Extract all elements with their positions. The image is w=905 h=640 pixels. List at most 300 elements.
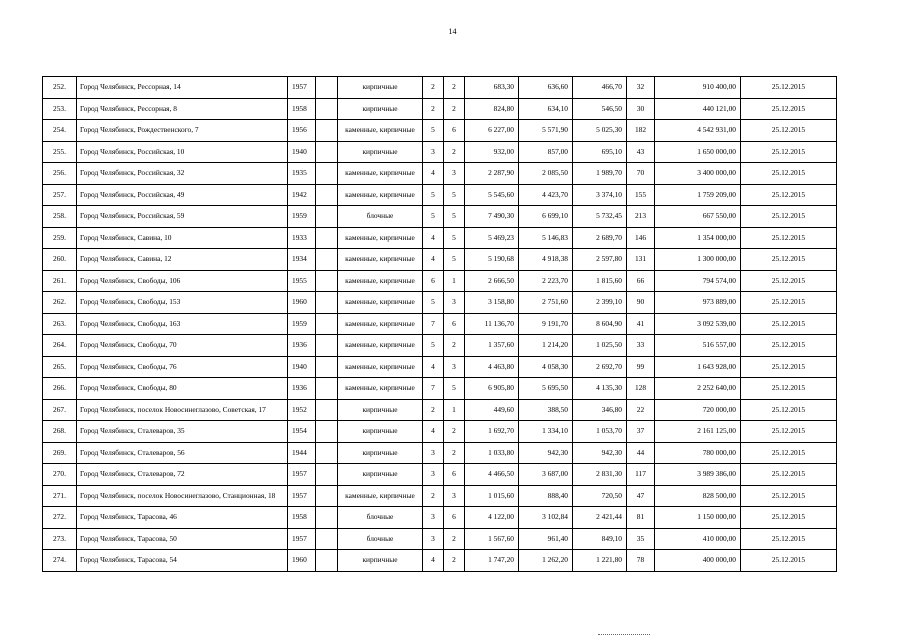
year-built-cell: 1957	[288, 485, 316, 507]
address-cell: Город Челябинск, Свободы, 153	[77, 292, 288, 314]
empty-cell	[316, 550, 338, 572]
row-number: 268.	[43, 421, 77, 443]
living-area-cell: 634,10	[519, 98, 573, 120]
address-cell: Город Челябинск, Сталеваров, 72	[77, 464, 288, 486]
cost-cell: 780 000,00	[655, 442, 741, 464]
year-built-cell: 1960	[288, 550, 316, 572]
row-number: 256.	[43, 163, 77, 185]
wall-material-cell: каменные, кирпичные	[338, 120, 423, 142]
wall-material-cell: кирпичные	[338, 399, 423, 421]
row-number: 261.	[43, 270, 77, 292]
residents-cell: 155	[627, 184, 655, 206]
entrances-cell: 6	[444, 507, 465, 529]
row-number: 257.	[43, 184, 77, 206]
living-area-cell: 857,00	[519, 141, 573, 163]
table-row	[43, 507, 837, 529]
address-cell: Город Челябинск, Свободы, 76	[77, 356, 288, 378]
wall-material-cell: блочные	[338, 507, 423, 529]
row-number: 273.	[43, 528, 77, 550]
address-cell: Город Челябинск, Тарасова, 46	[77, 507, 288, 529]
entrances-cell: 3	[444, 356, 465, 378]
cost-cell: 667 550,00	[655, 206, 741, 228]
table-row	[43, 528, 837, 550]
empty-cell	[316, 485, 338, 507]
year-built-cell: 1936	[288, 378, 316, 400]
total-area-cell: 6 227,00	[465, 120, 519, 142]
row-number: 252.	[43, 77, 77, 99]
floors-cell: 3	[423, 507, 444, 529]
residential-area-cell: 2 421,44	[573, 507, 627, 529]
table-row	[43, 485, 837, 507]
address-cell: Город Челябинск, Савина, 12	[77, 249, 288, 271]
living-area-cell: 4 058,30	[519, 356, 573, 378]
table-row	[43, 98, 837, 120]
empty-cell	[316, 292, 338, 314]
total-area-cell: 683,30	[465, 77, 519, 99]
residential-area-cell: 2 692,70	[573, 356, 627, 378]
year-built-cell: 1940	[288, 356, 316, 378]
empty-cell	[316, 313, 338, 335]
wall-material-cell: кирпичные	[338, 77, 423, 99]
row-number: 269.	[43, 442, 77, 464]
empty-cell	[316, 399, 338, 421]
entrances-cell: 2	[444, 442, 465, 464]
living-area-cell: 961,40	[519, 528, 573, 550]
cost-cell: 1 759 209,00	[655, 184, 741, 206]
table-body	[43, 77, 837, 572]
entrances-cell: 6	[444, 464, 465, 486]
date-cell: 25.12.2015	[741, 378, 837, 400]
total-area-cell: 5 545,60	[465, 184, 519, 206]
entrances-cell: 3	[444, 292, 465, 314]
wall-material-cell: блочные	[338, 206, 423, 228]
empty-cell	[316, 464, 338, 486]
date-cell: 25.12.2015	[741, 399, 837, 421]
row-number: 253.	[43, 98, 77, 120]
residents-cell: 90	[627, 292, 655, 314]
residents-cell: 33	[627, 335, 655, 357]
residents-cell: 35	[627, 528, 655, 550]
living-area-cell: 1 262,20	[519, 550, 573, 572]
entrances-cell: 2	[444, 528, 465, 550]
floors-cell: 3	[423, 442, 444, 464]
empty-cell	[316, 227, 338, 249]
year-built-cell: 1933	[288, 227, 316, 249]
date-cell: 25.12.2015	[741, 313, 837, 335]
address-cell: Город Челябинск, Сталеваров, 35	[77, 421, 288, 443]
residents-cell: 44	[627, 442, 655, 464]
cost-cell: 1 150 000,00	[655, 507, 741, 529]
residential-area-cell: 849,10	[573, 528, 627, 550]
entrances-cell: 5	[444, 206, 465, 228]
residential-area-cell: 1 815,60	[573, 270, 627, 292]
wall-material-cell: кирпичные	[338, 141, 423, 163]
table-row	[43, 184, 837, 206]
living-area-cell: 4 918,38	[519, 249, 573, 271]
floors-cell: 2	[423, 77, 444, 99]
row-number: 255.	[43, 141, 77, 163]
entrances-cell: 2	[444, 98, 465, 120]
address-cell: Город Челябинск, Рессорная, 14	[77, 77, 288, 99]
table-row	[43, 141, 837, 163]
floors-cell: 2	[423, 399, 444, 421]
table-row	[43, 550, 837, 572]
empty-cell	[316, 335, 338, 357]
total-area-cell: 3 158,80	[465, 292, 519, 314]
residents-cell: 81	[627, 507, 655, 529]
cost-cell: 516 557,00	[655, 335, 741, 357]
table-row	[43, 356, 837, 378]
total-area-cell: 4 466,50	[465, 464, 519, 486]
address-cell: Город Челябинск, Российская, 59	[77, 206, 288, 228]
total-area-cell: 7 490,30	[465, 206, 519, 228]
date-cell: 25.12.2015	[741, 98, 837, 120]
wall-material-cell: каменные, кирпичные	[338, 227, 423, 249]
empty-cell	[316, 249, 338, 271]
residents-cell: 41	[627, 313, 655, 335]
residents-cell: 30	[627, 98, 655, 120]
row-number: 264.	[43, 335, 77, 357]
empty-cell	[316, 421, 338, 443]
entrances-cell: 5	[444, 184, 465, 206]
empty-cell	[316, 98, 338, 120]
floors-cell: 4	[423, 421, 444, 443]
residents-cell: 32	[627, 77, 655, 99]
total-area-cell: 5 469,23	[465, 227, 519, 249]
residents-cell: 78	[627, 550, 655, 572]
total-area-cell: 449,60	[465, 399, 519, 421]
cost-cell: 3 400 000,00	[655, 163, 741, 185]
row-number: 260.	[43, 249, 77, 271]
cost-cell: 1 354 000,00	[655, 227, 741, 249]
table-row	[43, 442, 837, 464]
floors-cell: 3	[423, 141, 444, 163]
date-cell: 25.12.2015	[741, 163, 837, 185]
total-area-cell: 1 357,60	[465, 335, 519, 357]
residential-area-cell: 5 025,30	[573, 120, 627, 142]
scan-artifact-line	[598, 634, 650, 635]
address-cell: Город Челябинск, поселок Новосинеглазово, Советская, 17	[77, 399, 288, 421]
empty-cell	[316, 141, 338, 163]
row-number: 263.	[43, 313, 77, 335]
residential-area-cell: 4 135,30	[573, 378, 627, 400]
living-area-cell: 4 423,70	[519, 184, 573, 206]
floors-cell: 2	[423, 98, 444, 120]
total-area-cell: 6 905,80	[465, 378, 519, 400]
table-row	[43, 249, 837, 271]
table-row	[43, 227, 837, 249]
date-cell: 25.12.2015	[741, 206, 837, 228]
year-built-cell: 1944	[288, 442, 316, 464]
table-row	[43, 399, 837, 421]
row-number: 271.	[43, 485, 77, 507]
cost-cell: 2 161 125,00	[655, 421, 741, 443]
address-cell: Город Челябинск, Тарасова, 54	[77, 550, 288, 572]
wall-material-cell: каменные, кирпичные	[338, 270, 423, 292]
floors-cell: 5	[423, 120, 444, 142]
empty-cell	[316, 356, 338, 378]
address-cell: Город Челябинск, Свободы, 163	[77, 313, 288, 335]
total-area-cell: 2 287,90	[465, 163, 519, 185]
wall-material-cell: каменные, кирпичные	[338, 292, 423, 314]
residents-cell: 117	[627, 464, 655, 486]
row-number: 266.	[43, 378, 77, 400]
wall-material-cell: блочные	[338, 528, 423, 550]
empty-cell	[316, 270, 338, 292]
year-built-cell: 1958	[288, 507, 316, 529]
entrances-cell: 6	[444, 120, 465, 142]
cost-cell: 1 650 000,00	[655, 141, 741, 163]
cost-cell: 1 643 928,00	[655, 356, 741, 378]
entrances-cell: 3	[444, 485, 465, 507]
living-area-cell: 3 102,84	[519, 507, 573, 529]
date-cell: 25.12.2015	[741, 120, 837, 142]
address-cell: Город Челябинск, Рессорная, 8	[77, 98, 288, 120]
address-cell: Город Челябинск, поселок Новосинеглазово, Станционная, 18	[77, 485, 288, 507]
table-row	[43, 464, 837, 486]
residents-cell: 47	[627, 485, 655, 507]
year-built-cell: 1957	[288, 77, 316, 99]
address-cell: Город Челябинск, Российская, 49	[77, 184, 288, 206]
year-built-cell: 1960	[288, 292, 316, 314]
empty-cell	[316, 378, 338, 400]
row-number: 274.	[43, 550, 77, 572]
residents-cell: 146	[627, 227, 655, 249]
row-number: 254.	[43, 120, 77, 142]
table-row	[43, 77, 837, 99]
total-area-cell: 1 033,80	[465, 442, 519, 464]
cost-cell: 910 400,00	[655, 77, 741, 99]
year-built-cell: 1954	[288, 421, 316, 443]
residential-area-cell: 1 025,50	[573, 335, 627, 357]
table-row	[43, 120, 837, 142]
wall-material-cell: кирпичные	[338, 550, 423, 572]
living-area-cell: 2 751,60	[519, 292, 573, 314]
floors-cell: 7	[423, 313, 444, 335]
wall-material-cell: кирпичные	[338, 421, 423, 443]
floors-cell: 4	[423, 163, 444, 185]
residential-area-cell: 2 689,70	[573, 227, 627, 249]
table-row	[43, 163, 837, 185]
address-cell: Город Челябинск, Сталеваров, 56	[77, 442, 288, 464]
residential-area-cell: 2 831,30	[573, 464, 627, 486]
year-built-cell: 1952	[288, 399, 316, 421]
residents-cell: 66	[627, 270, 655, 292]
address-cell: Город Челябинск, Тарасова, 50	[77, 528, 288, 550]
date-cell: 25.12.2015	[741, 507, 837, 529]
entrances-cell: 5	[444, 249, 465, 271]
residents-cell: 128	[627, 378, 655, 400]
table-row	[43, 378, 837, 400]
date-cell: 25.12.2015	[741, 550, 837, 572]
living-area-cell: 6 699,10	[519, 206, 573, 228]
row-number: 258.	[43, 206, 77, 228]
residential-area-cell: 1 053,70	[573, 421, 627, 443]
date-cell: 25.12.2015	[741, 464, 837, 486]
residential-area-cell: 8 604,90	[573, 313, 627, 335]
residential-area-cell: 346,80	[573, 399, 627, 421]
year-built-cell: 1936	[288, 335, 316, 357]
wall-material-cell: каменные, кирпичные	[338, 249, 423, 271]
living-area-cell: 5 146,83	[519, 227, 573, 249]
date-cell: 25.12.2015	[741, 356, 837, 378]
cost-cell: 3 989 386,00	[655, 464, 741, 486]
wall-material-cell: каменные, кирпичные	[338, 313, 423, 335]
cost-cell: 720 000,00	[655, 399, 741, 421]
cost-cell: 973 889,00	[655, 292, 741, 314]
wall-material-cell: каменные, кирпичные	[338, 485, 423, 507]
table-row	[43, 421, 837, 443]
wall-material-cell: каменные, кирпичные	[338, 163, 423, 185]
residential-area-cell: 2 597,80	[573, 249, 627, 271]
residential-area-cell: 466,70	[573, 77, 627, 99]
row-number: 265.	[43, 356, 77, 378]
address-cell: Город Челябинск, Савина, 10	[77, 227, 288, 249]
empty-cell	[316, 528, 338, 550]
date-cell: 25.12.2015	[741, 249, 837, 271]
empty-cell	[316, 442, 338, 464]
floors-cell: 4	[423, 356, 444, 378]
date-cell: 25.12.2015	[741, 528, 837, 550]
living-area-cell: 388,50	[519, 399, 573, 421]
page-number: 14	[448, 27, 457, 36]
empty-cell	[316, 206, 338, 228]
cost-cell: 410 000,00	[655, 528, 741, 550]
wall-material-cell: каменные, кирпичные	[338, 184, 423, 206]
year-built-cell: 1957	[288, 528, 316, 550]
year-built-cell: 1935	[288, 163, 316, 185]
floors-cell: 5	[423, 184, 444, 206]
entrances-cell: 1	[444, 270, 465, 292]
entrances-cell: 5	[444, 227, 465, 249]
empty-cell	[316, 77, 338, 99]
residents-cell: 99	[627, 356, 655, 378]
entrances-cell: 2	[444, 550, 465, 572]
living-area-cell: 5 695,50	[519, 378, 573, 400]
total-area-cell: 1 567,60	[465, 528, 519, 550]
row-number: 267.	[43, 399, 77, 421]
date-cell: 25.12.2015	[741, 77, 837, 99]
cost-cell: 4 542 931,00	[655, 120, 741, 142]
table-row	[43, 292, 837, 314]
total-area-cell: 1 692,70	[465, 421, 519, 443]
table-row	[43, 270, 837, 292]
address-cell: Город Челябинск, Рождественского, 7	[77, 120, 288, 142]
residential-area-cell: 942,30	[573, 442, 627, 464]
entrances-cell: 2	[444, 335, 465, 357]
residential-area-cell: 720,50	[573, 485, 627, 507]
total-area-cell: 11 136,70	[465, 313, 519, 335]
date-cell: 25.12.2015	[741, 270, 837, 292]
residents-cell: 37	[627, 421, 655, 443]
floors-cell: 5	[423, 206, 444, 228]
floors-cell: 7	[423, 378, 444, 400]
residential-area-cell: 1 221,80	[573, 550, 627, 572]
table-row	[43, 313, 837, 335]
date-cell: 25.12.2015	[741, 485, 837, 507]
row-number: 262.	[43, 292, 77, 314]
floors-cell: 4	[423, 227, 444, 249]
date-cell: 25.12.2015	[741, 141, 837, 163]
entrances-cell: 2	[444, 141, 465, 163]
table-row	[43, 206, 837, 228]
entrances-cell: 6	[444, 313, 465, 335]
living-area-cell: 942,30	[519, 442, 573, 464]
living-area-cell: 2 085,50	[519, 163, 573, 185]
floors-cell: 6	[423, 270, 444, 292]
wall-material-cell: каменные, кирпичные	[338, 378, 423, 400]
wall-material-cell: каменные, кирпичные	[338, 335, 423, 357]
cost-cell: 828 500,00	[655, 485, 741, 507]
residential-area-cell: 695,10	[573, 141, 627, 163]
year-built-cell: 1934	[288, 249, 316, 271]
total-area-cell: 1 747,20	[465, 550, 519, 572]
table-row	[43, 335, 837, 357]
year-built-cell: 1957	[288, 464, 316, 486]
total-area-cell: 5 190,68	[465, 249, 519, 271]
entrances-cell: 2	[444, 421, 465, 443]
living-area-cell: 636,60	[519, 77, 573, 99]
total-area-cell: 4 122,00	[465, 507, 519, 529]
entrances-cell: 5	[444, 378, 465, 400]
wall-material-cell: кирпичные	[338, 98, 423, 120]
row-number: 259.	[43, 227, 77, 249]
empty-cell	[316, 507, 338, 529]
total-area-cell: 824,80	[465, 98, 519, 120]
housing-registry-table	[42, 76, 837, 572]
living-area-cell: 9 191,70	[519, 313, 573, 335]
residential-area-cell: 2 399,10	[573, 292, 627, 314]
address-cell: Город Челябинск, Российская, 32	[77, 163, 288, 185]
floors-cell: 4	[423, 550, 444, 572]
address-cell: Город Челябинск, Свободы, 70	[77, 335, 288, 357]
empty-cell	[316, 120, 338, 142]
residents-cell: 43	[627, 141, 655, 163]
total-area-cell: 932,00	[465, 141, 519, 163]
total-area-cell: 1 015,60	[465, 485, 519, 507]
residential-area-cell: 1 989,70	[573, 163, 627, 185]
residents-cell: 213	[627, 206, 655, 228]
address-cell: Город Челябинск, Свободы, 80	[77, 378, 288, 400]
entrances-cell: 2	[444, 77, 465, 99]
residential-area-cell: 546,50	[573, 98, 627, 120]
floors-cell: 5	[423, 292, 444, 314]
living-area-cell: 3 687,00	[519, 464, 573, 486]
year-built-cell: 1959	[288, 313, 316, 335]
total-area-cell: 4 463,80	[465, 356, 519, 378]
cost-cell: 2 252 640,00	[655, 378, 741, 400]
living-area-cell: 1 334,10	[519, 421, 573, 443]
floors-cell: 3	[423, 528, 444, 550]
year-built-cell: 1940	[288, 141, 316, 163]
year-built-cell: 1956	[288, 120, 316, 142]
residents-cell: 182	[627, 120, 655, 142]
date-cell: 25.12.2015	[741, 335, 837, 357]
date-cell: 25.12.2015	[741, 421, 837, 443]
row-number: 272.	[43, 507, 77, 529]
row-number: 270.	[43, 464, 77, 486]
wall-material-cell: кирпичные	[338, 442, 423, 464]
address-cell: Город Челябинск, Свободы, 106	[77, 270, 288, 292]
residents-cell: 131	[627, 249, 655, 271]
residential-area-cell: 5 732,45	[573, 206, 627, 228]
entrances-cell: 1	[444, 399, 465, 421]
cost-cell: 1 300 000,00	[655, 249, 741, 271]
wall-material-cell: каменные, кирпичные	[338, 356, 423, 378]
wall-material-cell: кирпичные	[338, 464, 423, 486]
year-built-cell: 1959	[288, 206, 316, 228]
cost-cell: 400 000,00	[655, 550, 741, 572]
